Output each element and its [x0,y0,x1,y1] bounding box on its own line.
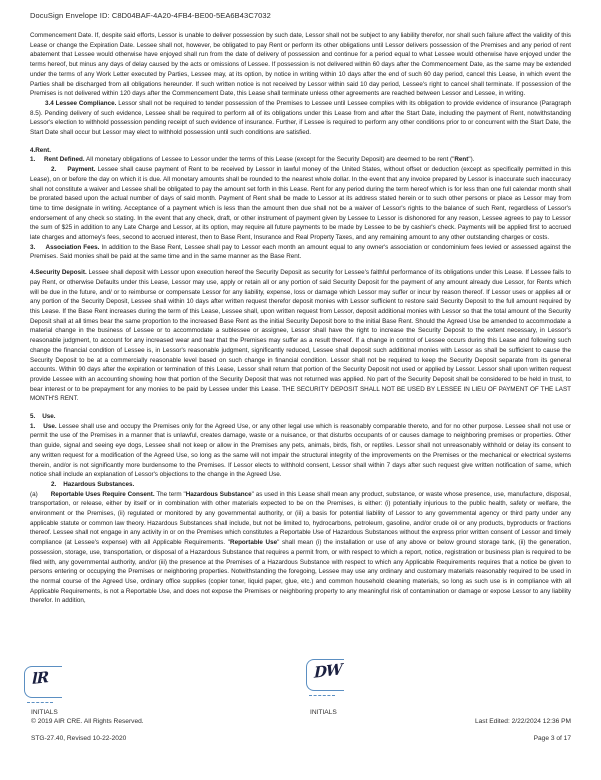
paragraph-lessee-compliance: 3.4 Lessee Compliance. Lessor shall not be required to tender possession of the Premises to Lessee until Lessee complies with its obligation to provide evidence of insurance (Paragraph 8.5). Pending delivery of such evidence, Lessee shall be required to perform all of its obligations under this Lease from and after the Start Date, including the payment of Rent, notwithstanding Lessor's election to withhold possession pending receipt of such evidence of insurance. Further, if Lessee is required to perform any other conditions prior to or concurrent with the Start Date, the Start Date shall occur but Lessor may elect to withhold possession until such conditions are satisfied. [30,99,571,137]
initials-field-left[interactable] [24,666,62,698]
handwritten-initials-right: DW [313,660,342,682]
paragraph-commencement-date: Commencement Date. If, despite said efforts, Lessor is unable to deliver possession by such date, Lessor shall not be subject to any liability therefor, nor shall such failure affect the validity of this Lease or change the Expiration Date. Lessee shall not, however, be obligated to pay Rent or perform its other obligations until Lessor delivers possession of the Premises and any period of rent abatement that Lessee would otherwise have enjoyed shall run from the date of delivery of possession and continue for a period equal to what Lessee would otherwise have enjoyed under the terms hereof, but minus any days of delay caused by the acts or omissions of Lessee. If possession is not delivered within 60 days after the Commencement Date, as the same may be extended under the terms of any Work Letter executed by Parties, Lessee may, at its option, by notice in writing within 10 days after the end of such 60 day period, cancel this Lease, in which event the Parties shall be discharged from all obligations hereunder. If such written notice is not received by Lessor within said 10 day period, Lessee's right to cancel shall terminate. If possession of the Premises is not delivered within 120 days after the Commencement Date, this Lease shall terminate unless other agreements are reached between Lessor and Lessee, in writing. [30,32,571,98]
handwritten-initials-left: lR [31,667,49,689]
paragraph-use: 1. Use. Lessee shall use and occupy the Premises only for the Agreed Use, or any other legal use which is reasonably comparable thereto, and for no other purpose. Lessee shall not use or permit the use of the Premises in a manner that is unlawful, creates damage, waste or a nuisance, or that disturbs occupants of or causes damage to neighboring premises or properties. Other than guide, signal and seeing eye dogs, Lessee shall not keep or allow in the Premises any pets, animals, birds, fish, or reptiles. Lessor shall not unreasonably withhold or delay its consent to any written request for a modification of the Agreed Use, so long as the same will not impair the structural integrity of the improvements on the Premises or the mechanical or electrical systems therein, and/or is not significantly more burdensome to the Premises. If Lessor elects to withhold consent, Lessor shall within 7 days after such request give written notification of same, which notice shall include an explanation of Lessor's objections to the change in the Agreed Use. [30,422,571,479]
paragraph-rent-defined: 1. Rent Defined. All monetary obligations of Lessee to Lessor under the terms of this Lease (except for the Security Deposit) are deemed to be rent ("Rent"). [30,156,475,164]
initials-label-right: INITIALS [310,709,337,716]
paragraph-security-deposit: 4.Security Deposit. Lessee shall deposit with Lessor upon execution hereof the Security Deposit as security for Lessee's faithful performance of its obligations under this Lease. If Lessee fails to pay Rent, or otherwise Defaults under this Lease, Lessor may use, apply or retain all or any portion of said Security Deposit for the payment of any amount already due Lessor, for Rents which will be due in the future, and/ or to reimburse or compensate Lessor for any liability, expense, loss or damage which Lessor may suffer or incur by reason thereof. If Lessor uses or applies all or any portion of the Security Deposit, Lessee shall within 10 days after written request therefor deposit monies with Lessor sufficient to restore said Security Deposit to the full amount required by this Lease. If the Base Rent increases during the term of this Lease, Lessee shall, upon written request from Lessor, deposit additional monies with Lessor so that the total amount of the Security Deposit shall at all times bear the same proportion to the increased Base Rent as the initial Security Deposit bore to the initial Base Rent. Should the Agreed Use be amended to accommodate a material change in the business of Lessee or to accommodate a sublessee or assignee, Lessor shall have the right to increase the Security Deposit to the extent necessary, in Lessor's reasonable judgment, to account for any increased wear and tear that the Premises may suffer as a result thereof. If a change in control of Lessee occurs during this Lease and following such change the financial condition of Lessee is, in Lessor's reasonable judgment, significantly reduced, Lessee shall deposit such additional monies with Lessor as shall be sufficient to cause the Security Deposit to be at a commercially reasonable level based on such change in financial condition. Lessor shall not be required to keep the Security Deposit separate from its general accounts. Within 90 days after the expiration or termination of this Lease, Lessor shall return that portion of the Security Deposit not used or applied by Lessor. Lessor shall upon written request provide Lessee with an accounting showing how that portion of the Security Deposit that was not returned was applied. No part of the Security Deposit shall be considered to be held in trust, to bear interest or to be prepayment for any monies to be paid by Lessee under this Lease. THE SECURITY DEPOSIT SHALL NOT BE USED BY LESSEE IN LIEU OF PAYMENT OF THE LAST MONTH'S RENT. [30,269,571,403]
heading-hazardous-substances: 2. Hazardous Substances. [51,480,135,488]
initials-label-left: INITIALS [31,709,58,716]
lease-body-text [30,31,571,663]
page-number: Page 3 of 17 [533,735,571,742]
form-revision-id: STG-27.40, Revised 10-22-2020 [31,735,127,742]
paragraph-association-fees: 3. Association Fees. In addition to the Base Rent, Lessee shall pay to Lessor each month an amount equal to any owner's association or condominium fees levied or assessed against the Premises. Said monies shall be paid at the same time and in the same manner as the Base Rent. [30,243,571,261]
last-edited-timestamp: Last Edited: 2/22/2024 12:36 PM [474,718,571,725]
section-heading-rent: 4.Rent. [30,146,51,154]
docusign-envelope-id: DocuSign Envelope ID: C8D04BAF-4A20-4FB4-BE00-5EA6B43C7032 [30,11,271,20]
initials-field-right[interactable] [306,659,344,691]
section-heading-use: 5. Use. [30,413,56,421]
paragraph-payment: 2. Payment. Lessee shall cause payment of Rent to be received by Lessor in lawful money of the United States, without offset or deduction (except as specifically permitted in this Lease), on or before the day on which it is due. All monetary amounts shall be rounded to the nearest whole dollar. In the event that any invoice prepared by Lessor is inaccurate such inaccuracy shall not constitute a waiver and Lessee shall be obligated to pay the amount set forth in this Lease. Rent for any period during the term hereof which is for less than one full calendar month shall be prorated based upon the actual number of days of said month. Payment of Rent shall be made to Lessor at its address stated herein or to such other persons or place as Lessor may from time to time designate in writing. Acceptance of a payment which is less than the amount then due shall not be a waiver of Lessor's rights to the balance of such Rent, regardless of Lessor's endorsement of any check so stating. In the event that any check, draft, or other instrument of payment given by Lessee to Lessor is dishonored for any reason, Lessee agrees to pay to Lessor the sum of $25 in addition to any Late Charge and Lessor, at its option, may require all future payments to be made by Lessee to be by cashier's check. Payments will be applied first to accrued late charges and attorney's fees, second to accrued interest, then to Base Rent, Insurance and Real Property Taxes, and any remaining amount to any other outstanding charges or costs. [30,166,571,242]
paragraph-reportable-uses: (a) Reportable Uses Require Consent. The term "Hazardous Substance" as used in this Lease shall mean any product, substance, or waste whose presence, use, manufacture, disposal, transportation, or release, either by itself or in combination with other materials expected to be on the Premises, is either: (i) potentially injurious to the public health, safety or welfare, the environment or the Premises, (ii) regulated or monitored by any governmental authority, or (iii) a basis for potential liability of Lessor to any governmental agency or third party under any applicable statute or common law theory. Hazardous Substances shall include, but not be limited to, hydrocarbons, petroleum, gasoline, and/or crude oil or any products, byproducts or fractions thereof. Lessee shall not engage in any activity in or on the Premises which constitutes a Reportable Use of Hazardous Substances without the express prior written consent of Lessor and timely compliance (at Lessee's expense) with all Applicable Requirements. "Reportable Use" shall mean (i) the installation or use of any above or below ground storage tank, (ii) the generation, possession, storage, use, transportation, or disposal of a Hazardous Substance that requires a permit from, or with respect to which a report, notice, registration or business plan is required to be filed with, any governmental authority, and/or (iii) the presence at the Premises of a Hazardous Substance with respect to which any Applicable Requirements requires that a notice be given to persons entering or occupying the Premises or neighboring properties. Notwithstanding the foregoing, Lessee may use any ordinary and customary materials reasonably required to be used in the normal course of the Agreed Use, ordinary office supplies (copier toner, liquid paper, glue, etc.) and common household cleaning materials, so long as such use is in compliance with all Applicable Requirements, is not a Reportable Use, and does not expose the Premises or neighboring property to any meaningful risk of contamination or damage or expose Lessor to any liability therefor. In addition, [30,490,571,605]
copyright-notice: © 2019 AIR CRE. All Rights Reserved. [31,718,144,725]
